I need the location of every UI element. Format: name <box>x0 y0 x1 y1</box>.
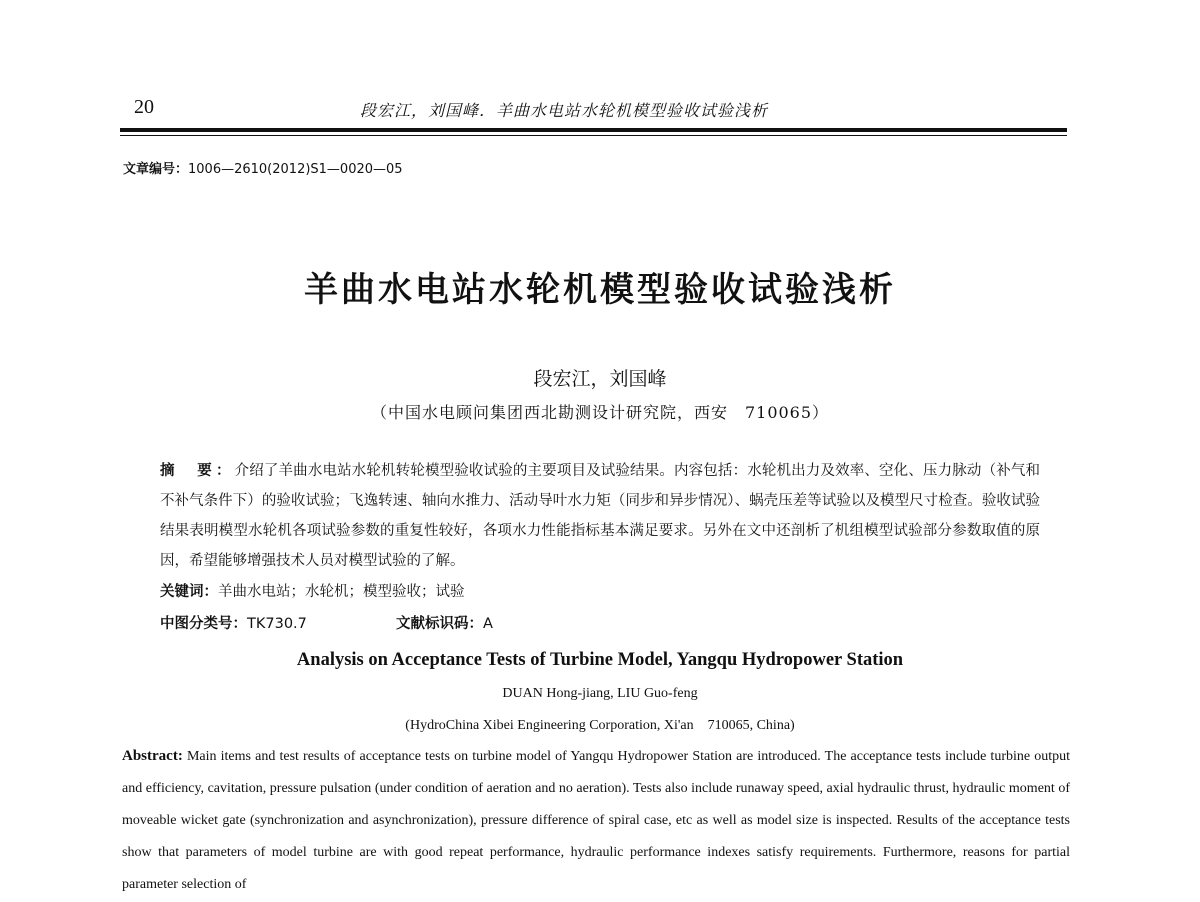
document-code <box>396 612 493 633</box>
clc-label: 中图分类号： <box>160 616 247 632</box>
abstract-en-text: Main items and test results of acceptance tests on turbine model of Yangqu Hydropower Station are introduced. The acceptance tests include turbine output and efficiency, cavitation, pressure pulsation (under condition of aeration and no aeration). Tests also include runaway speed, axial hydraulic thrust, hydraulic moment of moveable wicket gate (synchronization and asynchronization), pressure difference of spiral case, etc as well as model size is inspected. Results of the acceptance tests show that parameters of model turbine are with good repeat performance, hydraulic performance indexes satisfy requirements. Furthermore, reasons for partial parameter selection of <box>122 749 1070 892</box>
article-number-value: 1006—2610(2012)S1—0020—05 <box>188 162 403 177</box>
abstract-en <box>122 740 1070 901</box>
affiliation-en: (HydroChina Xibei Engineering Corporation, Xi'an 710065, China) <box>405 718 795 733</box>
document-code-label: 文献标识码： <box>396 616 483 632</box>
paper-title-en: Analysis on Acceptance Tests of Turbine Model, Yangqu Hydropower Station <box>296 650 904 670</box>
header-rule-thin <box>120 135 1067 136</box>
keywords-cn <box>160 580 465 601</box>
clc-number <box>160 612 307 633</box>
abstract-en-label: Abstract: <box>122 748 183 764</box>
article-number <box>123 158 403 177</box>
keywords-cn-value: 羊曲水电站；水轮机；模型验收；试验 <box>218 584 465 600</box>
keywords-cn-label: 关键词： <box>160 584 218 600</box>
header-rule-thick <box>120 128 1067 132</box>
paper-title-cn: 羊曲水电站水轮机模型验收试验浅析 <box>304 270 896 310</box>
abstract-cn-label: 摘 要： <box>160 463 235 479</box>
authors-en: DUAN Hong-jiang, LIU Guo-feng <box>502 686 698 701</box>
abstract-cn <box>160 456 1040 576</box>
abstract-cn-text: 介绍了羊曲水电站水轮机转轮模型验收试验的主要项目及试验结果。内容包括：水轮机出力及效率、空化、压力脉动（补气和不补气条件下）的验收试验；飞逸转速、轴向水推力、活动导叶水力矩（同步和异步情况）、蜗壳压差等试验以及模型尺寸检查。验收试验结果表明模型水轮机各项试验参数的重复性较好，各项水力性能指标基本满足要求。另外在文中还剖析了机组模型试验部分参数取值的原因，希望能够增强技术人员对模型试验的了解。 <box>160 463 1041 569</box>
authors-cn: 段宏江，刘国峰 <box>533 368 667 390</box>
affiliation-cn: （中国水电顾问集团西北勘测设计研究院，西安 710065） <box>370 403 830 422</box>
clc-value: TK730.7 <box>247 616 307 632</box>
article-number-label: 文章编号： <box>123 162 189 177</box>
page-number: 20 <box>134 96 154 118</box>
document-code-value: A <box>483 616 493 632</box>
running-title: 段宏江，刘国峰．羊曲水电站水轮机模型验收试验浅析 <box>360 101 769 120</box>
